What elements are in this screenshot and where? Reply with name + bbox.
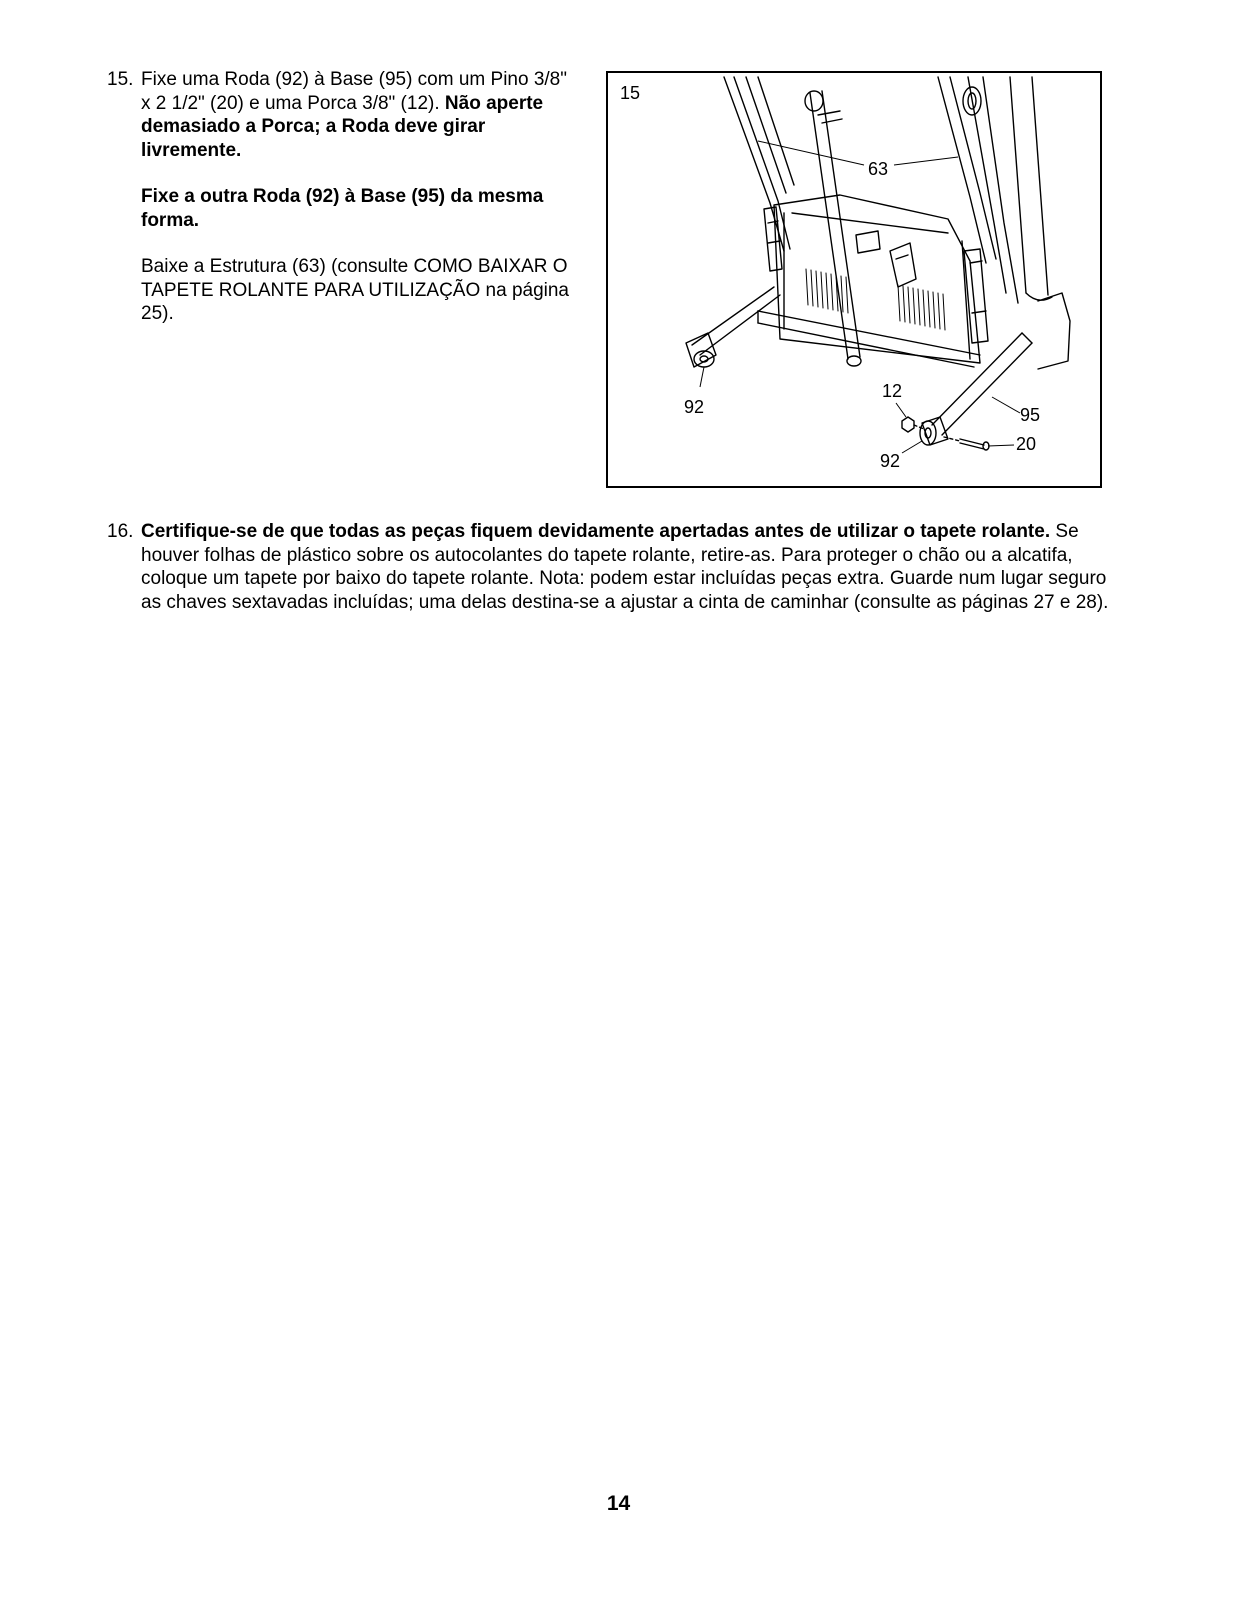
step-15-warning: Não aperte demasiado a Porca; a Roda deve girar livremente. bbox=[141, 92, 544, 161]
callout-nut: 12 bbox=[882, 381, 903, 401]
figure-step-label: 15 bbox=[620, 83, 641, 103]
step-number: 16. bbox=[107, 521, 134, 542]
callout-base: 95 bbox=[1020, 405, 1041, 425]
leader-frame-right bbox=[894, 157, 958, 165]
callout-frame: 63 bbox=[868, 159, 889, 179]
assembly-figure bbox=[606, 71, 1102, 488]
step-15-paragraph-1 bbox=[141, 68, 577, 162]
step-15-paragraph-3 bbox=[141, 255, 577, 326]
page-number: 14 bbox=[606, 1492, 631, 1515]
step-16-instruction: Se houver folhas de plástico sobre os autocolantes do tapete rolante, retire-as. Para proteger o chão ou a alcatifa, coloque um tapete por baixo do tapete rolante. Nota: podem estar incluídas peças extra. Guarde num lugar seguro as chaves sextavadas incluídas; uma delas destina-se a ajustar a cinta de caminhar (consulte as páginas 27 e 28). bbox=[141, 521, 1109, 613]
leader-wheel-left bbox=[700, 367, 704, 387]
step-15-body bbox=[141, 68, 577, 326]
leader-nut bbox=[896, 403, 906, 417]
step-15-paragraph-2 bbox=[141, 185, 577, 232]
leader-base bbox=[992, 397, 1020, 413]
step-16 bbox=[107, 520, 1117, 614]
step-16-warning: Certifique-se de que todas as peças fiquem devidamente apertadas antes de utilizar o tapete rolante. bbox=[141, 521, 1051, 542]
callout-bolt: 20 bbox=[1016, 434, 1037, 454]
step-15-instruction: Fixe uma Roda (92) à Base (95) com um Pino 3/8" x 2 1/2" (20) e uma Porca 3/8" (12). bbox=[141, 69, 567, 114]
callout-wheel-right: 92 bbox=[880, 451, 901, 471]
step-15-lower-frame: Baixe a Estrutura (63) (consulte COMO BAIXAR O TAPETE ROLANTE PARA UTILIZAÇÃO na página 25). bbox=[141, 256, 570, 324]
leader-frame-left bbox=[758, 141, 864, 165]
step-number: 15. bbox=[107, 69, 134, 90]
treadmill-drawing bbox=[608, 73, 1100, 486]
leader-bolt bbox=[988, 445, 1014, 446]
leader-wheel-right bbox=[902, 441, 922, 453]
step-15-other-wheel: Fixe a outra Roda (92) à Base (95) da mesma forma. bbox=[141, 186, 544, 231]
step-16-body bbox=[141, 520, 1117, 614]
step-15 bbox=[107, 68, 577, 326]
callout-wheel-left: 92 bbox=[684, 397, 705, 417]
